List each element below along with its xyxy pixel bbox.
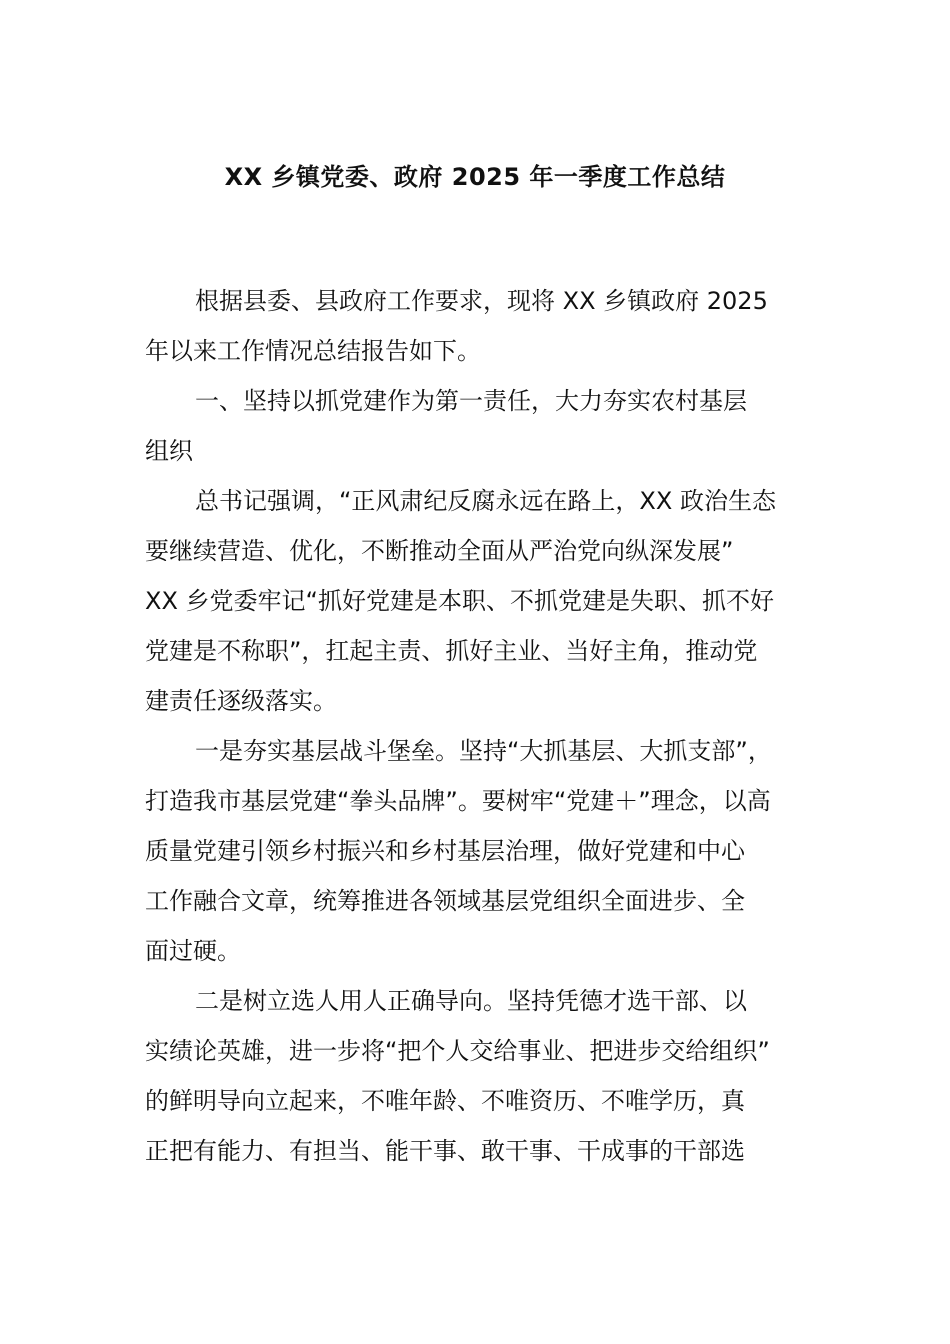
body-line: 一是夯实基层战斗堡垒。坚持“大抓基层、大抓支部”， [195, 737, 772, 765]
body-line: 党建是不称职”，扛起主责、抓好主业、当好主角，推动党 [145, 637, 758, 665]
body-line: 质量党建引领乡村振兴和乡村基层治理，做好党建和中心 [145, 837, 745, 865]
body-line: 实绩论英雄，进一步将“把个人交给事业、把进步交给组织” [145, 1037, 770, 1065]
body-line: 的鲜明导向立起来，不唯年龄、不唯资历、不唯学历，真 [145, 1087, 745, 1115]
document-title: XX 乡镇党委、政府 2025 年一季度工作总结 [224, 163, 726, 191]
body-line: 正把有能力、有担当、能干事、敢干事、干成事的干部选 [145, 1137, 745, 1165]
body-line: XX 乡党委牢记“抓好党建是本职、不抓党建是失职、抓不好 [145, 587, 774, 615]
section-heading-line: 一、坚持以抓党建作为第一责任，大力夯实农村基层 [195, 387, 747, 415]
body-line: 要继续营造、优化，不断推动全面从严治党向纵深发展” [145, 537, 734, 565]
body-line: 建责任逐级落实。 [145, 687, 337, 715]
body-line: 年以来工作情况总结报告如下。 [145, 337, 481, 365]
body-line: 打造我市基层党建“拳头品牌”。要树牢“党建＋”理念，以高 [145, 787, 771, 815]
body-line: 二是树立选人用人正确导向。坚持凭德才选干部、以 [195, 987, 747, 1015]
body-line: 根据县委、县政府工作要求，现将 XX 乡镇政府 2025 [195, 287, 768, 315]
body-line: 总书记强调，“正风肃纪反腐永远在路上，XX 政治生态 [195, 487, 776, 515]
body-line: 面过硬。 [145, 937, 241, 965]
section-heading-line: 组织 [145, 437, 193, 465]
body-line: 工作融合文章，统筹推进各领域基层党组织全面进步、全 [145, 887, 745, 915]
